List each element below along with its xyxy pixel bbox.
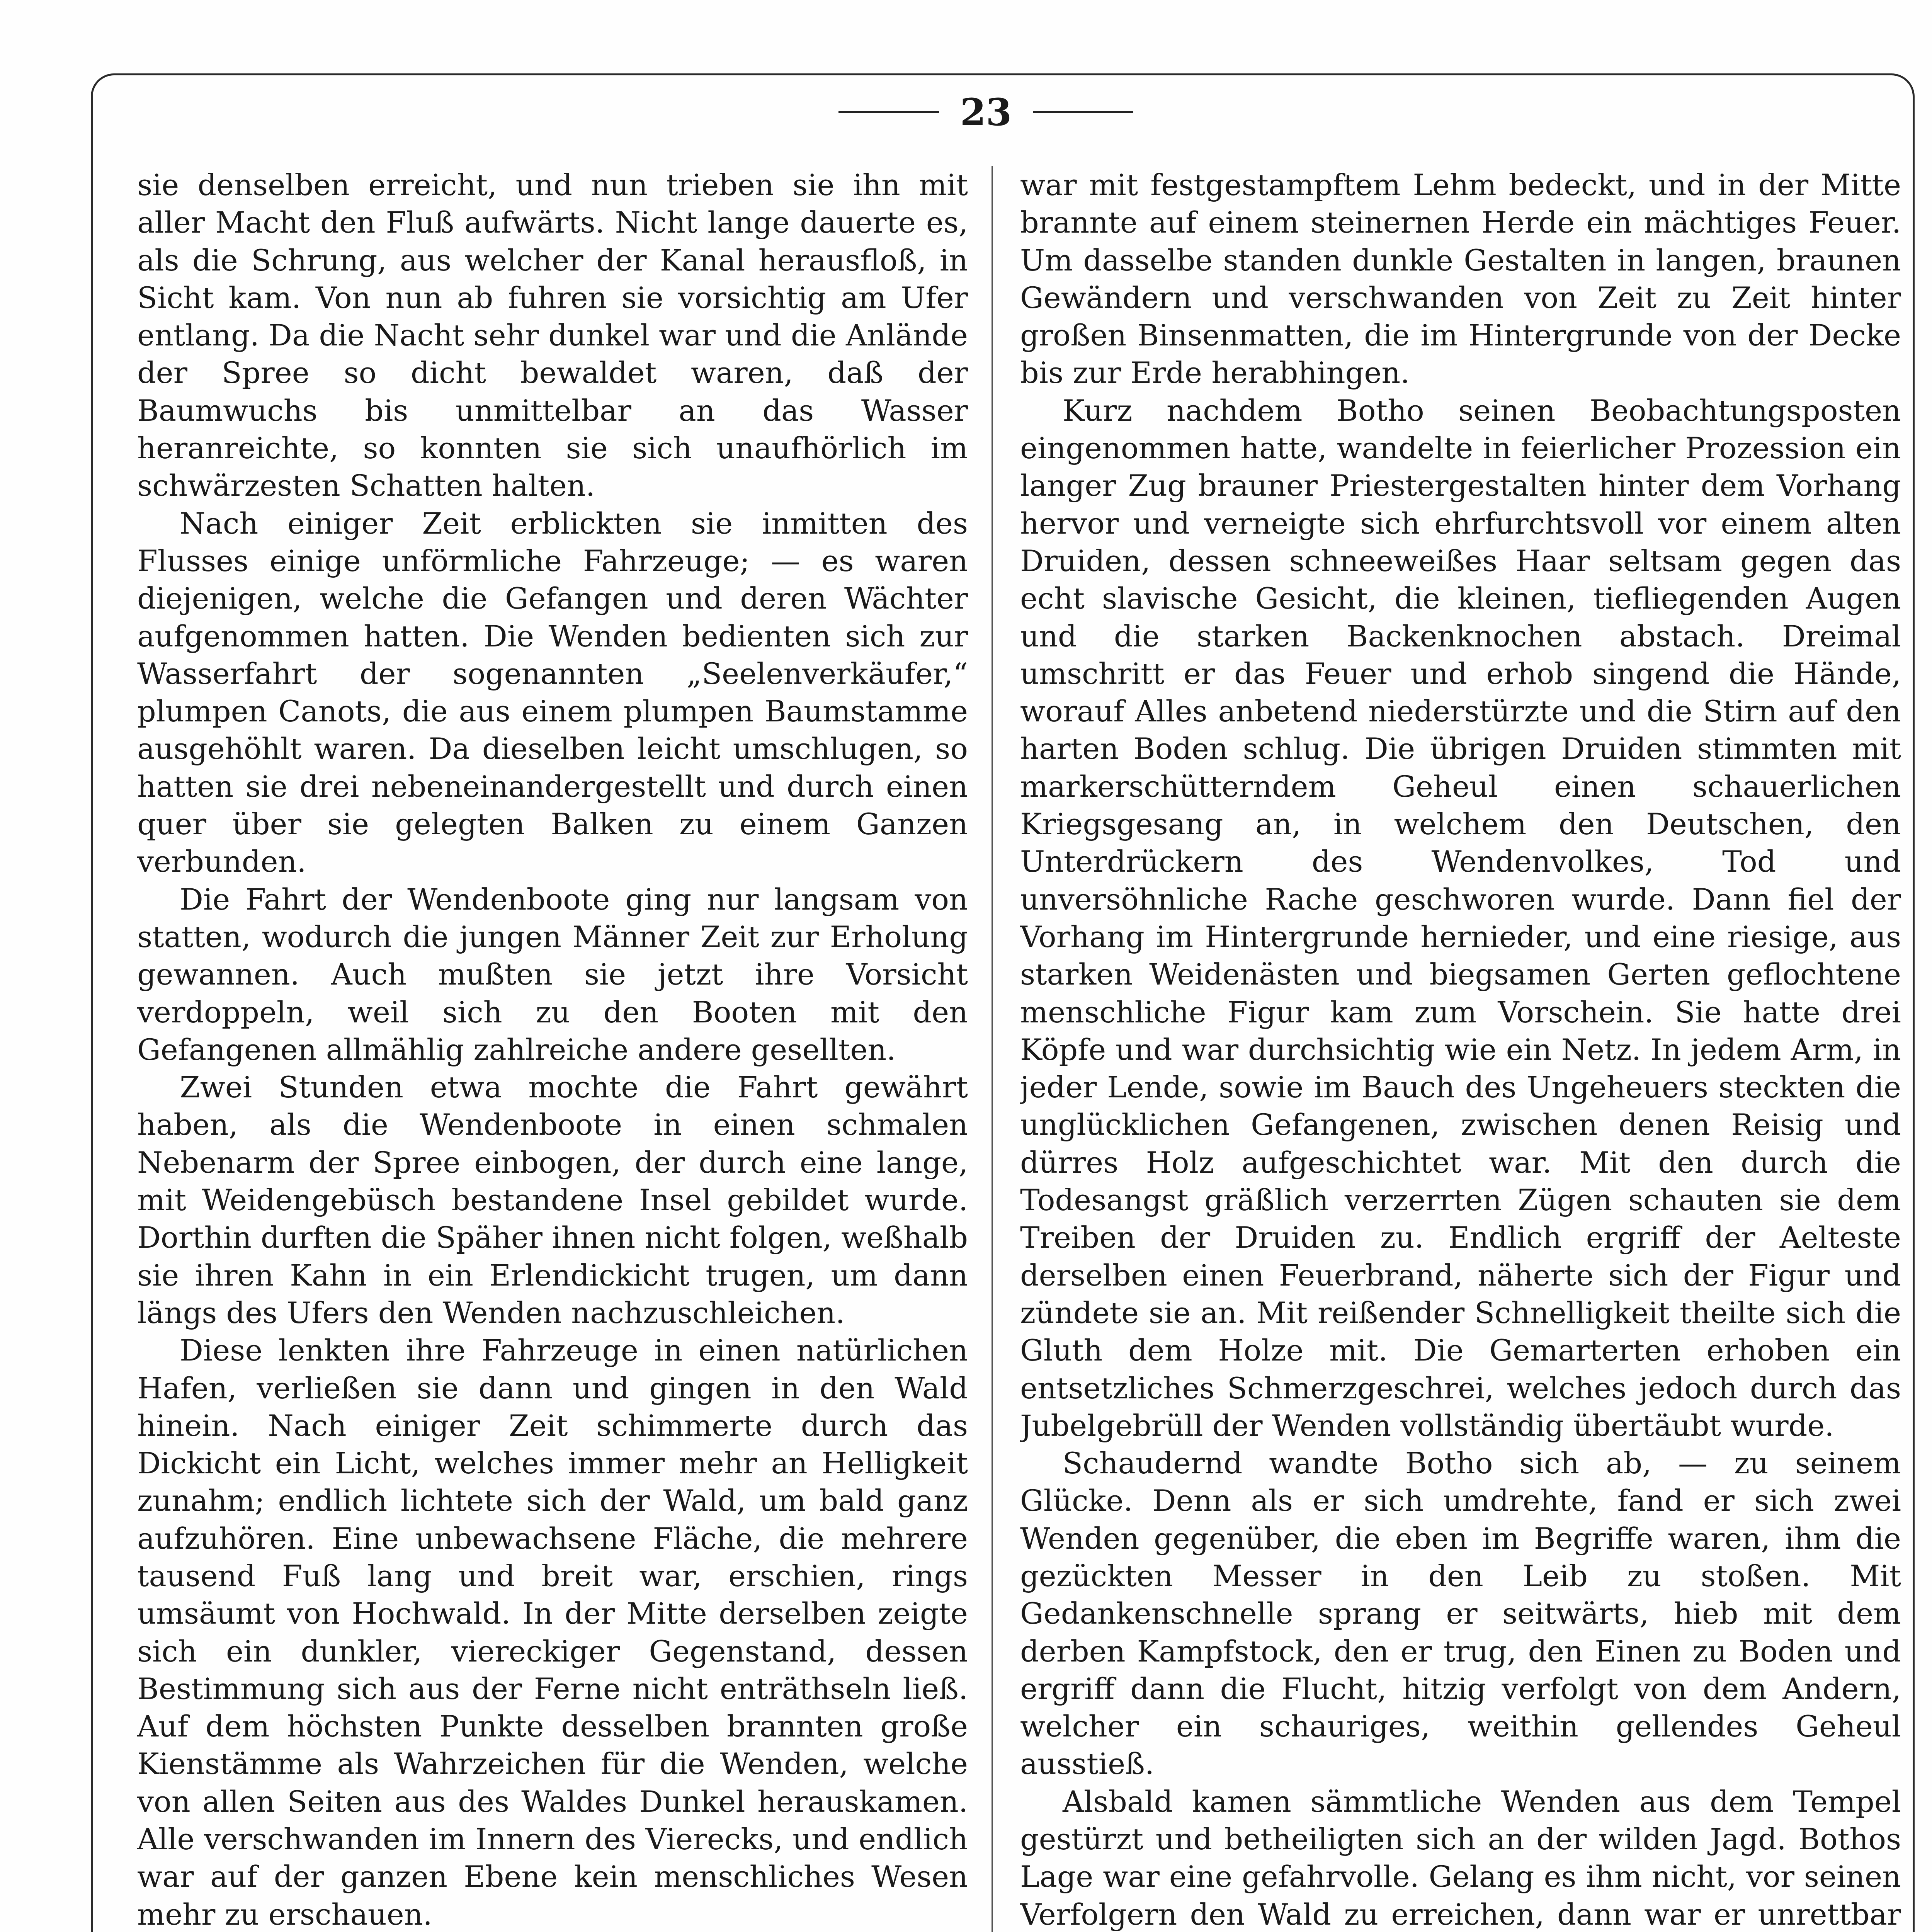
header-rule-right xyxy=(1033,111,1133,113)
paragraph: sie denselben erreicht, und nun trieben sie ihn mit aller Macht den Fluß aufwärts. Nicht lange dauerte es, als die Schrung, aus welcher der Kanal herausfloß, in Sicht kam. Von nun ab fuhren sie vorsichtig am Ufer entlang. Da die Nacht sehr dunkel war und die Anlände der Spree so dicht bewaldet waren, daß der Baumwuchs bis unmittelbar an das Wasser heranreichte, so konnten sie sich unaufhörlich im schwärzesten Schatten halten. xyxy=(137,168,968,503)
paragraph: war mit festgestampftem Lehm bedeckt, und in der Mitte brannte auf einem steinernen Herde ein mächtiges Feuer. Um dasselbe standen dunkle Gestalten in langen, braunen Gewändern und verschwanden von Zeit zu Zeit hinter großen Binsenmatten, die im Hintergrunde von der Decke bis zur Erde herabhingen. xyxy=(1020,168,1901,390)
page-header xyxy=(0,89,1932,135)
right-column xyxy=(1020,166,1901,1932)
column-divider xyxy=(992,166,993,1932)
header-rule-left xyxy=(838,111,939,113)
page-number: 23 xyxy=(960,90,1012,134)
paragraph: Die Fahrt der Wendenboote ging nur langsam von statten, wodurch die jungen Männer Zeit zur Erholung gewannen. Auch mußten sie jetzt ihre Vorsicht verdoppeln, weil sich zu den Booten mit den Gefangenen allmählig zahlreiche andere gesellten. xyxy=(137,882,968,1067)
left-column xyxy=(137,166,968,1932)
paragraph: Kurz nachdem Botho seinen Beobachtungsposten eingenommen hatte, wandelte in feierlicher Prozession ein langer Zug brauner Priestergestalten hinter dem Vorhang hervor und verneigte sich ehrfurchtsvoll vor einem alten Druiden, dessen schneeweißes Haar seltsam gegen das echt slavische Gesicht, die kleinen, tiefliegenden Augen und die starken Backenknochen abstach. Dreimal umschritt er das Feuer und erhob singend die Hände, worauf Alles anbetend niederstürzte und die Stirn auf den harten Boden schlug. Die übrigen Druiden stimmten mit markerschütterndem Geheul einen schauerlichen Kriegsgesang an, in welchem den Deutschen, den Unterdrückern des Wendenvolkes, Tod und unversöhnliche Rache geschworen wurde. Dann fiel der Vorhang im Hintergrunde hernieder, und eine riesige, aus starken Weidenästen und biegsamen Gerten geflochtene menschliche Figur kam zum Vorschein. Sie hatte drei Köpfe und war durchsichtig wie ein Netz. In jedem Arm, in jeder Lende, sowie im Bauch des Ungeheuers steckten die unglücklichen Gefangenen, zwischen denen Reisig und dürres Holz aufgeschichtet war. Mit den durch die Todesangst gräßlich verzerrten Zügen schauten sie dem Treiben der Druiden zu. Endlich ergriff der Aelteste derselben einen Feuerbrand, näherte sich der Figur und zündete sie an. Mit reißender Schnelligkeit theilte sich die Gluth dem Holze mit. Die Gemarterten erhoben ein entsetzliches Schmerzgeschrei, welches jedoch durch das Jubelgebrüll der Wenden vollständig übertäubt wurde. xyxy=(1020,393,1901,1443)
paragraph: Alsbald kamen sämmtliche Wenden aus dem Tempel gestürzt und betheiligten sich an der wilden Jagd. Bothos Lage war eine gefahrvolle. Gelang es ihm nicht, vor seinen Verfolgern den Wald zu erreichen, dann war er unrettbar xyxy=(1020,1784,1901,1932)
paragraph: Zwei Stunden etwa mochte die Fahrt gewährt haben, als die Wendenboote in einen schmalen Nebenarm der Spree einbogen, der durch eine lange, mit Weidengebüsch bestandene Insel gebildet wurde. Dorthin durften die Späher ihnen nicht folgen, weßhalb sie ihren Kahn in ein Erlendickicht trugen, um dann längs des Ufers den Wenden nachzuschleichen. xyxy=(137,1070,968,1330)
paragraph: Diese lenkten ihre Fahrzeuge in einen natürlichen Hafen, verließen sie dann und gingen in den Wald hinein. Nach einiger Zeit schimmerte durch das Dickicht ein Licht, welches immer mehr an Helligkeit zunahm; endlich lichtete sich der Wald, um bald ganz aufzuhören. Eine unbewachsene Fläche, die mehrere tausend Fuß lang und breit war, erschien, rings umsäumt von Hochwald. In der Mitte derselben zeigte sich ein dunkler, viereckiger Gegenstand, dessen Bestimmung sich aus der Ferne nicht enträthseln ließ. Auf dem höchsten Punkte desselben brannten große Kienstämme als Wahrzeichen für die Wenden, welche von allen Seiten aus des Waldes Dunkel herauskamen. Alle verschwanden im Innern des Vierecks, und endlich war auf der ganzen Ebene kein menschliches Wesen mehr zu erschauen. xyxy=(137,1333,968,1932)
paragraph: Nach einiger Zeit erblickten sie inmitten des Flusses einige unförmliche Fahrzeuge; — es waren diejenigen, welche die Gefangen und deren Wächter aufgenommen hatten. Die Wenden bedienten sich zur Wasserfahrt der sogenannten „Seelenverkäufer,“ plumpen Canots, die aus einem plumpen Baumstamme ausgehöhlt waren. Da dieselben leicht umschlugen, so hatten sie drei nebeneinandergestellt und durch einen quer über sie gelegten Balken zu einem Ganzen verbunden. xyxy=(137,506,968,879)
paragraph: Schaudernd wandte Botho sich ab, — zu seinem Glücke. Denn als er sich umdrehte, fand er sich zwei Wenden gegenüber, die eben im Begriffe waren, ihm die gezückten Messer in den Leib zu stoßen. Mit Gedankenschnelle sprang er seitwärts, hieb mit dem derben Kampfstock, den er trug, den Einen zu Boden und ergriff dann die Flucht, hitzig verfolgt von dem Andern, welcher ein schauriges, weithin gellendes Geheul ausstieß. xyxy=(1020,1446,1901,1781)
